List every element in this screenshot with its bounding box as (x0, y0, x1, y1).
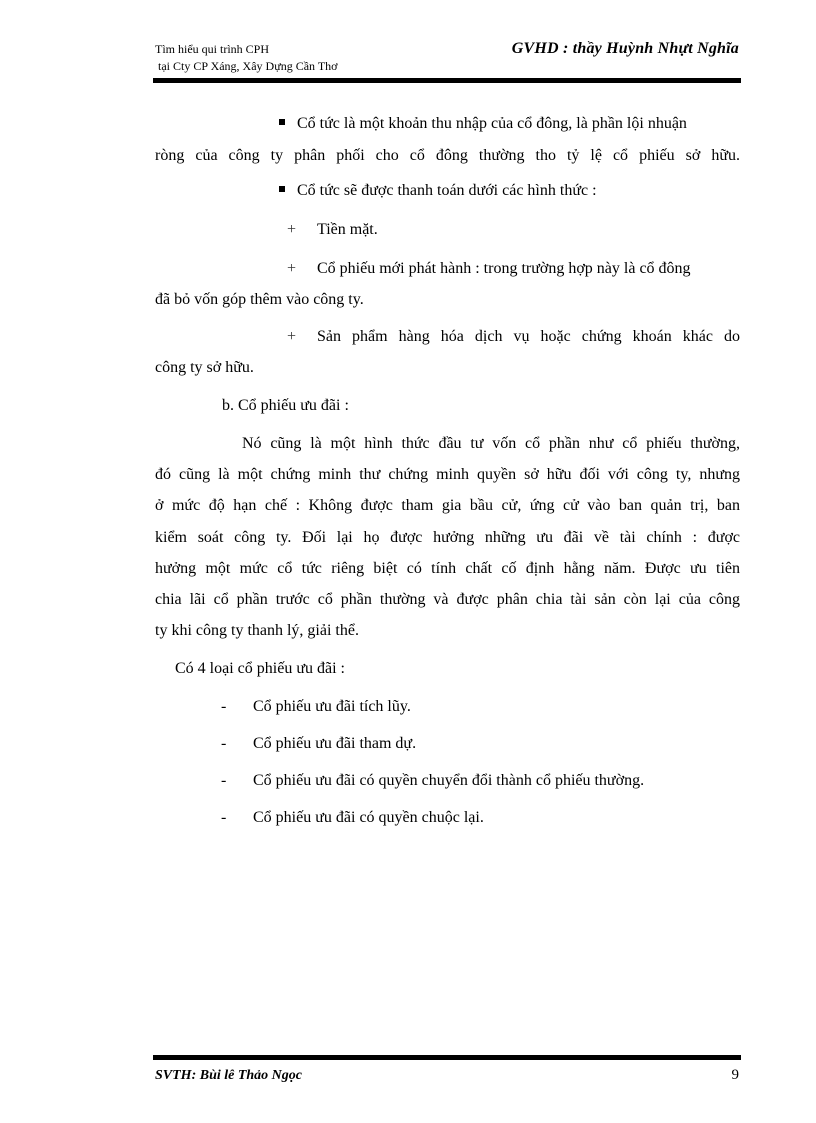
list-item (221, 734, 416, 754)
header-company: tại Cty CP Xáng, Xây Dựng Cần Thơ (158, 59, 338, 73)
plus-bullet: + (287, 260, 297, 277)
square-bullet-icon (279, 119, 285, 125)
dash-bullet: - (221, 735, 227, 752)
list-item (221, 697, 411, 717)
dash-bullet: - (221, 809, 227, 826)
list-item (221, 771, 644, 791)
dash-bullet: - (221, 772, 227, 789)
plus-item-text: Tiền mặt. (317, 221, 378, 238)
header-left (155, 41, 338, 75)
dash-bullet: - (221, 698, 227, 715)
plus-item-cash (287, 220, 378, 240)
page-number: 9 (731, 1067, 739, 1083)
list-item-text: Cổ phiếu ưu đãi có quyền chuộc lại. (253, 809, 484, 826)
paragraph-line: Nó cũng là một hình thức đầu tư vốn cổ phần như cổ phiếu thường, (242, 435, 740, 452)
paragraph-line: ty khi công ty thanh lý, giải thể. (155, 622, 359, 639)
paragraph-line: ròng của công ty phân phối cho cổ đông thường tho tỷ lệ cổ phiếu sở hữu. (155, 147, 740, 164)
plus-bullet: + (287, 328, 297, 345)
list-item (221, 808, 484, 828)
paragraph-line: đó cũng là một chứng minh thư chứng minh quyền sở hữu đối với công ty, nhưng (155, 466, 740, 483)
list-item-text: Cổ phiếu ưu đãi tích lũy. (253, 698, 411, 715)
bullet-item-payment (279, 181, 597, 201)
header-advisor: GVHD : thầy Huỳnh Nhựt Nghĩa (511, 40, 739, 57)
bullet-text: Cổ tức là một khoản thu nhập của cổ đông, là phần lội nhuận (297, 115, 687, 132)
plus-item-new-shares (287, 259, 740, 279)
bullet-text: Cổ tức sẽ được thanh toán dưới các hình thức : (297, 182, 597, 199)
paragraph-line: công ty sở hữu. (155, 359, 254, 376)
list-item-text: Cổ phiếu ưu đãi tham dự. (253, 735, 417, 752)
types-intro: Có 4 loại cổ phiếu ưu đãi : (175, 660, 345, 677)
list-item-text: Cổ phiếu ưu đãi có quyền chuyển đổi thành cổ phiếu thường. (253, 772, 645, 789)
bullet-item-dividend (279, 114, 740, 134)
footer-rule (153, 1055, 741, 1060)
paragraph-line: chia lãi cổ phần trước cổ phần thường và được phân chia tài sản còn lại của công (155, 591, 740, 608)
paragraph-line: hưởng một mức cổ tức riêng biệt có tính chất cố định hằng năm. Được ưu tiên (155, 560, 740, 577)
paragraph-line: kiểm soát công ty. Đối lại họ được hưởng những ưu đãi về tài chính : được (155, 529, 740, 546)
paragraph-line: đã bỏ vốn góp thêm vào công ty. (155, 291, 364, 308)
footer-student: SVTH: Bùi lê Thảo Ngọc (155, 1068, 303, 1083)
plus-item-text: Cổ phiếu mới phát hành : trong trường hợp này là cổ đông (317, 260, 691, 277)
plus-bullet: + (287, 221, 297, 238)
plus-item-text: Sản phẩm hàng hóa dịch vụ hoặc chứng khoán khác do (317, 328, 740, 345)
section-heading-b: b. Cổ phiếu ưu đãi : (222, 397, 349, 414)
paragraph-line: ở mức độ hạn chế : Không được tham gia bầu cử, ứng cử vào ban quản trị, ban (155, 497, 740, 514)
plus-item-goods (287, 327, 740, 347)
square-bullet-icon (279, 186, 285, 192)
header-topic: Tìm hiểu qui trình CPH (155, 42, 269, 56)
header-rule (153, 78, 741, 83)
